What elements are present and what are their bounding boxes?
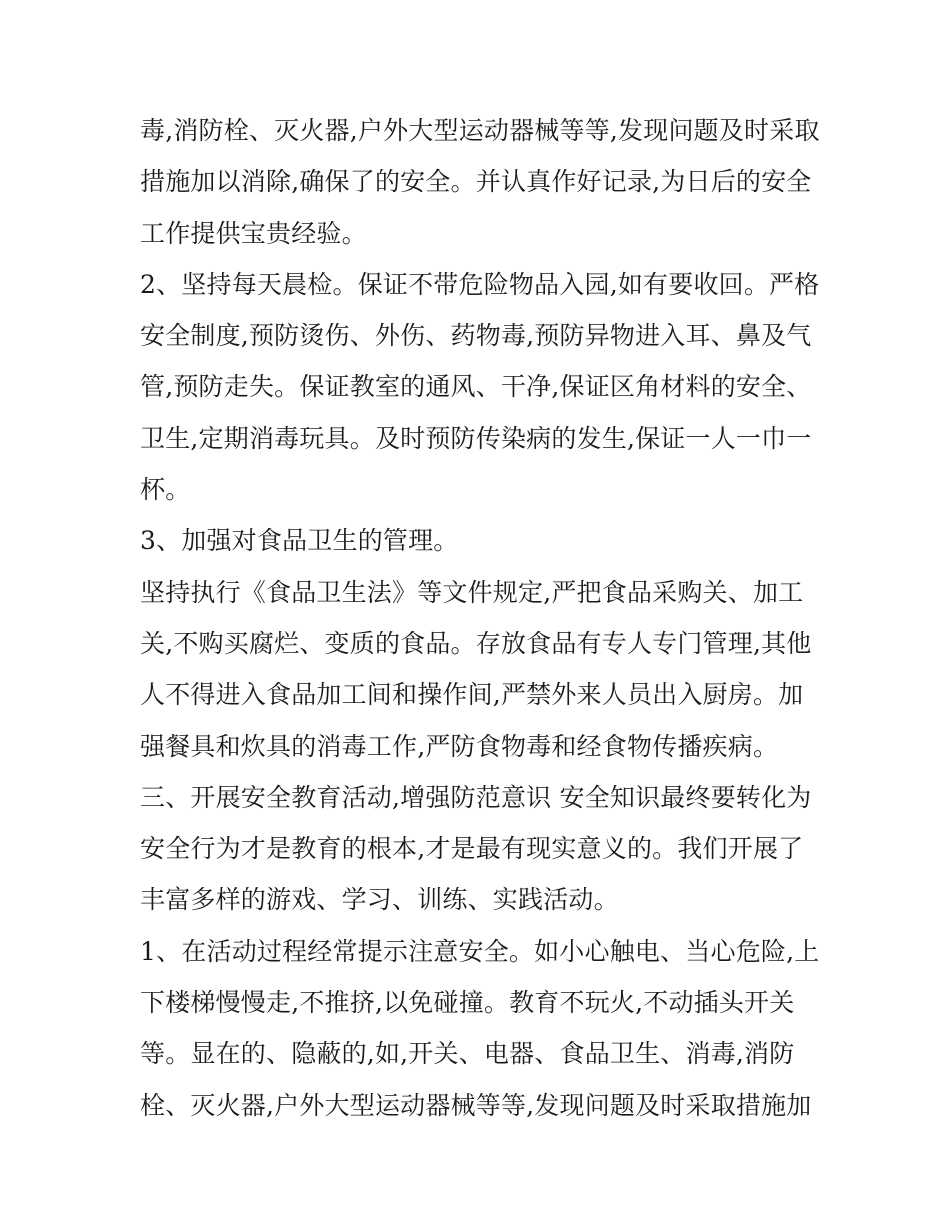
text-line: 1、在活动过程经常提示注意安全。如小心触电、当心危险,上: [140, 936, 820, 966]
text-line: 人不得进入食品加工间和操作间,严禁外来人员出入厨房。加: [140, 680, 804, 710]
text-line: 丰富多样的游戏、学习、训练、实践活动。: [140, 885, 619, 915]
text-line: 3、加强对食品卫生的管理。: [140, 526, 459, 556]
text-line: 等。显在的、隐蔽的,如,开关、电器、食品卫生、消毒,消防: [140, 1039, 795, 1069]
text-line: 杯。: [140, 475, 191, 505]
text-line: 坚持执行《食品卫生法》等文件规定,严把食品采购关、加工: [140, 577, 804, 607]
text-line: 栓、灭火器,户外大型运动器械等等,发现问题及时采取措施加: [140, 1090, 812, 1120]
text-line: 强餐具和炊具的消毒工作,严防食物毒和经食物传播疾病。: [140, 731, 779, 761]
text-line: 2、坚持每天晨检。保证不带危险物品入园,如有要收回。严格: [140, 269, 820, 299]
document-body: [140, 105, 820, 1131]
text-line: 毒,消防栓、灭火器,户外大型运动器械等等,发现问题及时采取: [140, 116, 820, 145]
text-line: 措施加以消除,确保了的安全。并认真作好记录,为日后的安全: [140, 167, 812, 197]
text-line: 管,预防走失。保证教室的通风、干净,保证区角材料的安全、: [140, 372, 812, 402]
text-line: 三、开展安全教育活动,增强防范意识 安全知识最终要转化为: [140, 782, 812, 812]
text-line: 工作提供宝贵经验。: [140, 218, 367, 248]
text-line: 关,不购买腐烂、变质的食品。存放食品有专人专门管理,其他: [140, 628, 812, 658]
text-line: 安全行为才是教育的根本,才是最有现实意义的。我们开展了: [140, 834, 804, 864]
text-line: 安全制度,预防烫伤、外伤、药物毒,预防异物进入耳、鼻及气: [140, 321, 812, 351]
text-line: 下楼梯慢慢走,不推挤,以免碰撞。教育不玩火,不动插头开关: [140, 988, 795, 1018]
text-line: 卫生,定期消毒玩具。及时预防传染病的发生,保证一人一巾一: [140, 423, 812, 453]
